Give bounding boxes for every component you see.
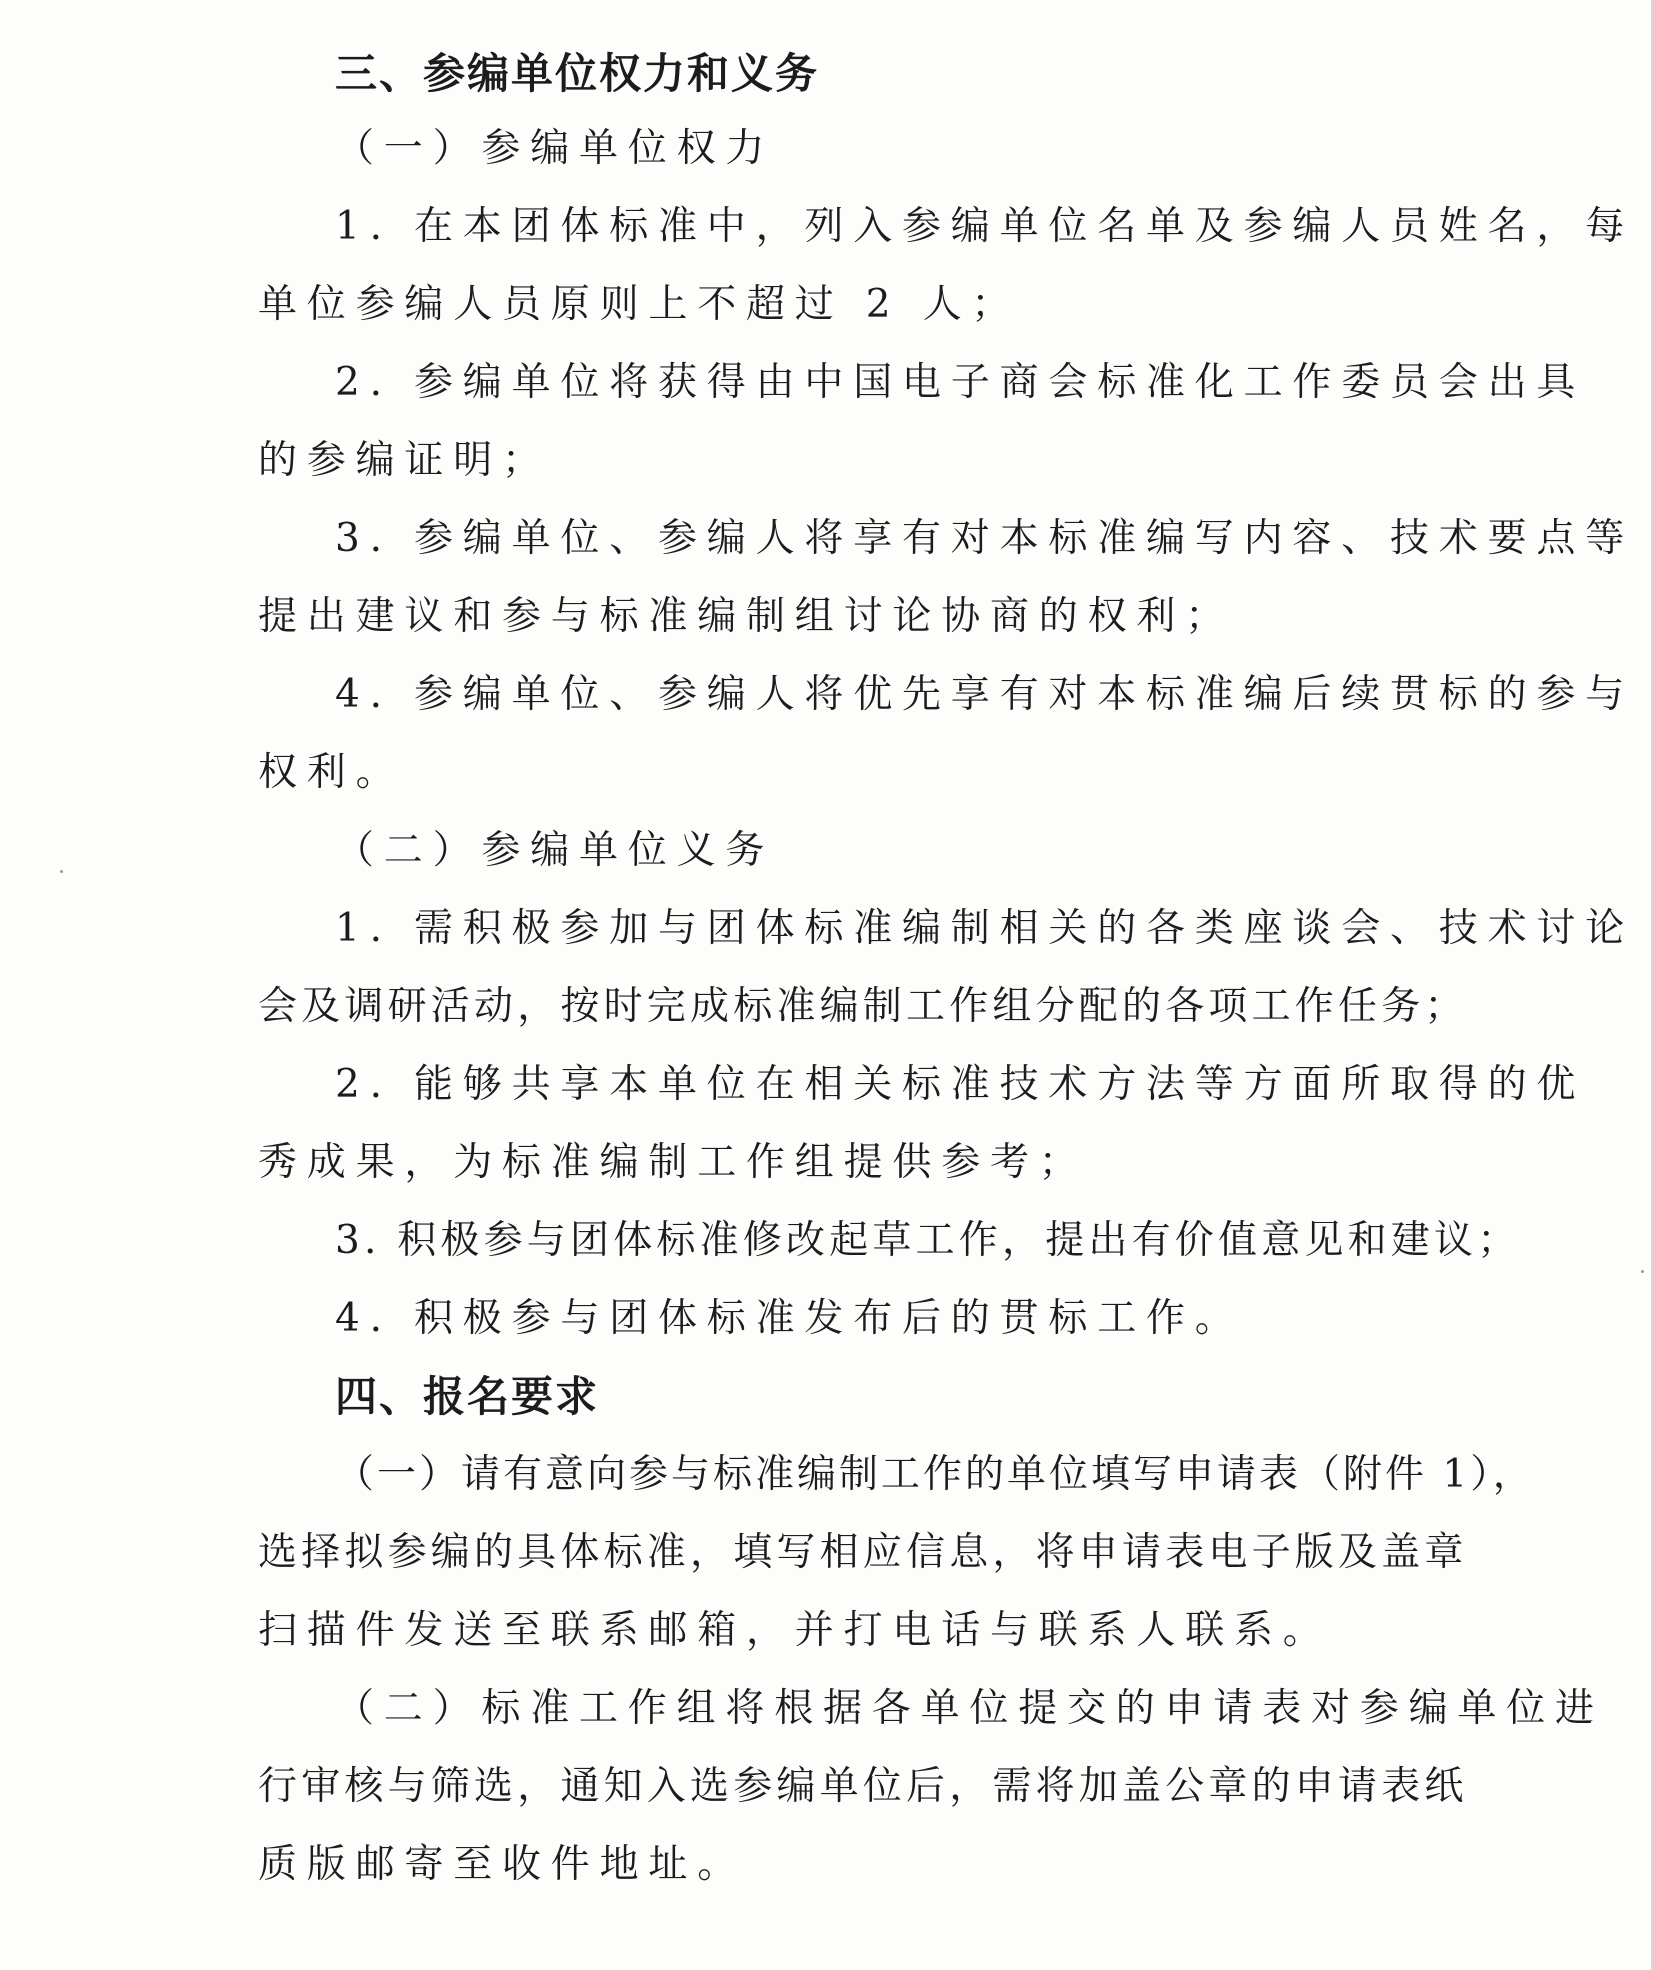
req-para1-line2: 选择拟参编的具体标准，填写相应信息，将申请表电子版及盖章 <box>258 1530 1468 1575</box>
right-item3-line1: 3. 参编单位、参编人将享有对本标准编写内容、技术要点等 <box>335 516 1635 561</box>
req-para2-line1: （二）标准工作组将根据各单位提交的申请表对参编单位进 <box>335 1686 1604 1731</box>
right-item2-line2: 的参编证明； <box>258 438 551 483</box>
section4-heading: 四、报名要求 <box>335 1372 600 1421</box>
right-item4-line2: 权利。 <box>258 750 405 795</box>
section3-heading: 三、参编单位权力和义务 <box>335 49 820 98</box>
req-para2-line3: 质版邮寄至收件地址。 <box>258 1842 747 1887</box>
scan-speck <box>60 870 63 873</box>
req-para1-line3: 扫描件发送至联系邮箱，并打电话与联系人联系。 <box>258 1608 1332 1653</box>
duty-item3: 3. 积极参与团体标准修改起草工作，提出有价值意见和建议； <box>335 1218 1521 1263</box>
req-para1-line1: （一）请有意向参与标准编制工作的单位填写申请表（附件 1）， <box>335 1452 1535 1497</box>
duty-item2-line1: 2. 能够共享本单位在相关标准技术方法等方面所取得的优 <box>335 1062 1586 1107</box>
right-item1-line1: 1. 在本团体标准中，列入参编单位名单及参编人员姓名，每 <box>335 204 1635 249</box>
duty-item2-line2: 秀成果，为标准编制工作组提供参考； <box>258 1140 1088 1185</box>
right-item1-line2: 单位参编人员原则上不超过 2 人； <box>258 282 1021 327</box>
req-para2-line2: 行审核与筛选，通知入选参编单位后，需将加盖公章的申请表纸 <box>258 1764 1468 1809</box>
right-item3-line2: 提出建议和参与标准编制组讨论协商的权利； <box>258 594 1235 639</box>
right-item2-line1: 2. 参编单位将获得由中国电子商会标准化工作委员会出具 <box>335 360 1586 405</box>
sub1-title: （一）参编单位权力 <box>335 126 775 171</box>
duty-item4: 4. 积极参与团体标准发布后的贯标工作。 <box>335 1296 1244 1341</box>
scan-speck <box>1641 1270 1644 1273</box>
sub2-title: （二）参编单位义务 <box>335 828 775 873</box>
duty-item1-line2: 会及调研活动，按时完成标准编制工作组分配的各项工作任务； <box>258 984 1468 1029</box>
right-item4-line1: 4. 参编单位、参编人将优先享有对本标准编后续贯标的参与 <box>335 672 1635 717</box>
duty-item1-line1: 1. 需积极参加与团体标准编制相关的各类座谈会、技术讨论 <box>335 906 1635 951</box>
